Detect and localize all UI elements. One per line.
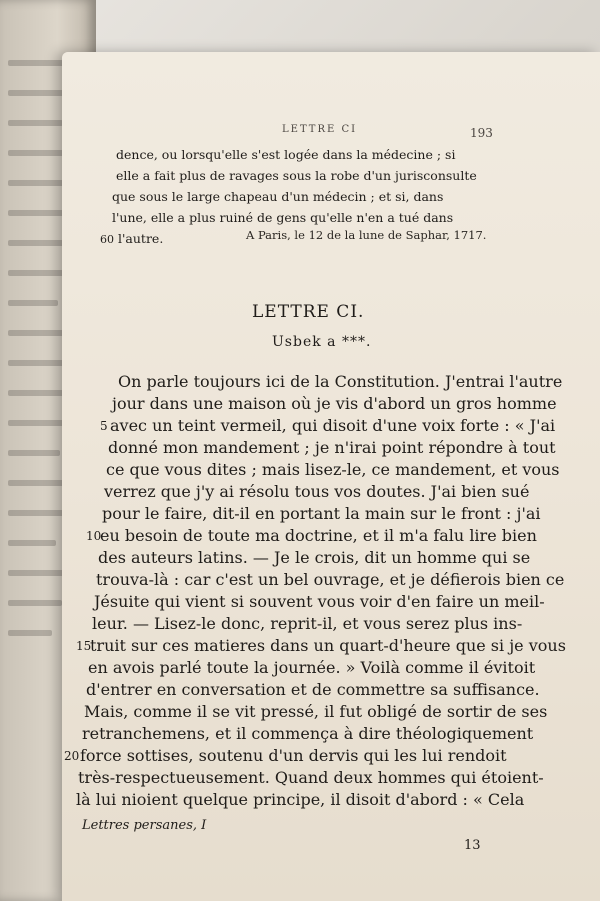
letter-title: LETTRE CI.: [252, 302, 365, 322]
text-line: On parle toujours ici de la Constitution. J'entrai l'autre: [118, 372, 563, 391]
text-line: là lui nioient quelque principe, il disoit d'abord : « Cela: [76, 790, 525, 809]
text-line: l'autre.: [118, 231, 164, 246]
ghost-text-line: [8, 180, 70, 186]
ghost-text-line: [8, 630, 52, 636]
text-line: donné mon mandement ; je n'irai point répondre à tout: [108, 438, 556, 457]
ghost-text-line: [8, 510, 66, 516]
ghost-text-line: [8, 600, 62, 606]
text-line: avec un teint vermeil, qui disoit d'une voix forte : « J'ai: [110, 416, 556, 435]
text-line: elle a fait plus de ravages sous la robe d'un jurisconsulte: [116, 168, 477, 183]
text-line: pour le faire, dit-il en portant la main sur le front : j'ai: [102, 504, 541, 523]
ghost-text-line: [8, 60, 68, 66]
ghost-text-line: [8, 540, 56, 546]
line-number: 10: [86, 529, 102, 543]
line-number: 60: [100, 233, 114, 246]
ghost-text-line: [8, 570, 68, 576]
text-line: en avois parlé toute la journée. » Voilà comme il évitoit: [88, 658, 536, 677]
dateline: A Paris, le 12 de la lune de Saphar, 1717.: [246, 228, 487, 242]
text-line: l'une, elle a plus ruiné de gens qu'elle n'en a tué dans: [112, 210, 454, 225]
text-line: retranchemens, et il commença à dire théologiquement: [82, 724, 534, 743]
text-line: eu besoin de toute ma doctrine, et il m'a falu lire bien: [100, 526, 537, 545]
line-number: 15: [76, 639, 92, 653]
text-line: leur. — Lisez-le donc, reprit-il, et vous serez plus ins-: [92, 614, 523, 633]
book-title-footer: Lettres persanes, I: [82, 818, 207, 833]
text-line: trouva-là : car c'est un bel ouvrage, et je défierois bien ce: [96, 570, 565, 589]
ghost-text-line: [8, 120, 63, 126]
text-line: Jésuite qui vient si souvent vous voir d'en faire un meil-: [94, 592, 545, 611]
text-line: dence, ou lorsqu'elle s'est logée dans la médecine ; si: [116, 147, 456, 162]
text-line: très-respectueusement. Quand deux hommes qui étoient-: [78, 768, 544, 787]
text-line: verrez que j'y ai résolu tous vos doutes. J'ai bien sué: [104, 482, 530, 501]
text-line: truit sur ces matieres dans un quart-d'heure que si je vous: [90, 636, 566, 655]
line-number: 20: [64, 749, 80, 763]
ghost-text-line: [8, 360, 65, 366]
text-line: que sous le large chapeau d'un médecin ; et si, dans: [112, 189, 444, 204]
ghost-text-line: [8, 420, 69, 426]
page-number: 193: [470, 126, 493, 140]
text-line: ce que vous dites ; mais lisez-le, ce mandement, et vous: [106, 460, 560, 479]
book-page: [62, 52, 600, 901]
ghost-text-line: [8, 240, 66, 246]
text-line: Mais, comme il se vit pressé, il fut obligé de sortir de ses: [84, 702, 548, 721]
signature-mark: 13: [464, 838, 481, 853]
text-line: d'entrer en conversation et de commettre sa suffisance.: [86, 680, 540, 699]
ghost-text-line: [8, 300, 58, 306]
letter-addressee: Usbek a ***.: [272, 334, 372, 350]
ghost-text-line: [8, 450, 60, 456]
text-line: jour dans une maison où je vis d'abord un gros homme: [112, 394, 557, 413]
line-number: 5: [100, 419, 108, 433]
running-head: LETTRE CI: [282, 124, 358, 135]
text-line: des auteurs latins. — Je le crois, dit un homme qui se: [98, 548, 531, 567]
text-line: force sottises, soutenu d'un dervis qui les lui rendoit: [80, 746, 507, 765]
